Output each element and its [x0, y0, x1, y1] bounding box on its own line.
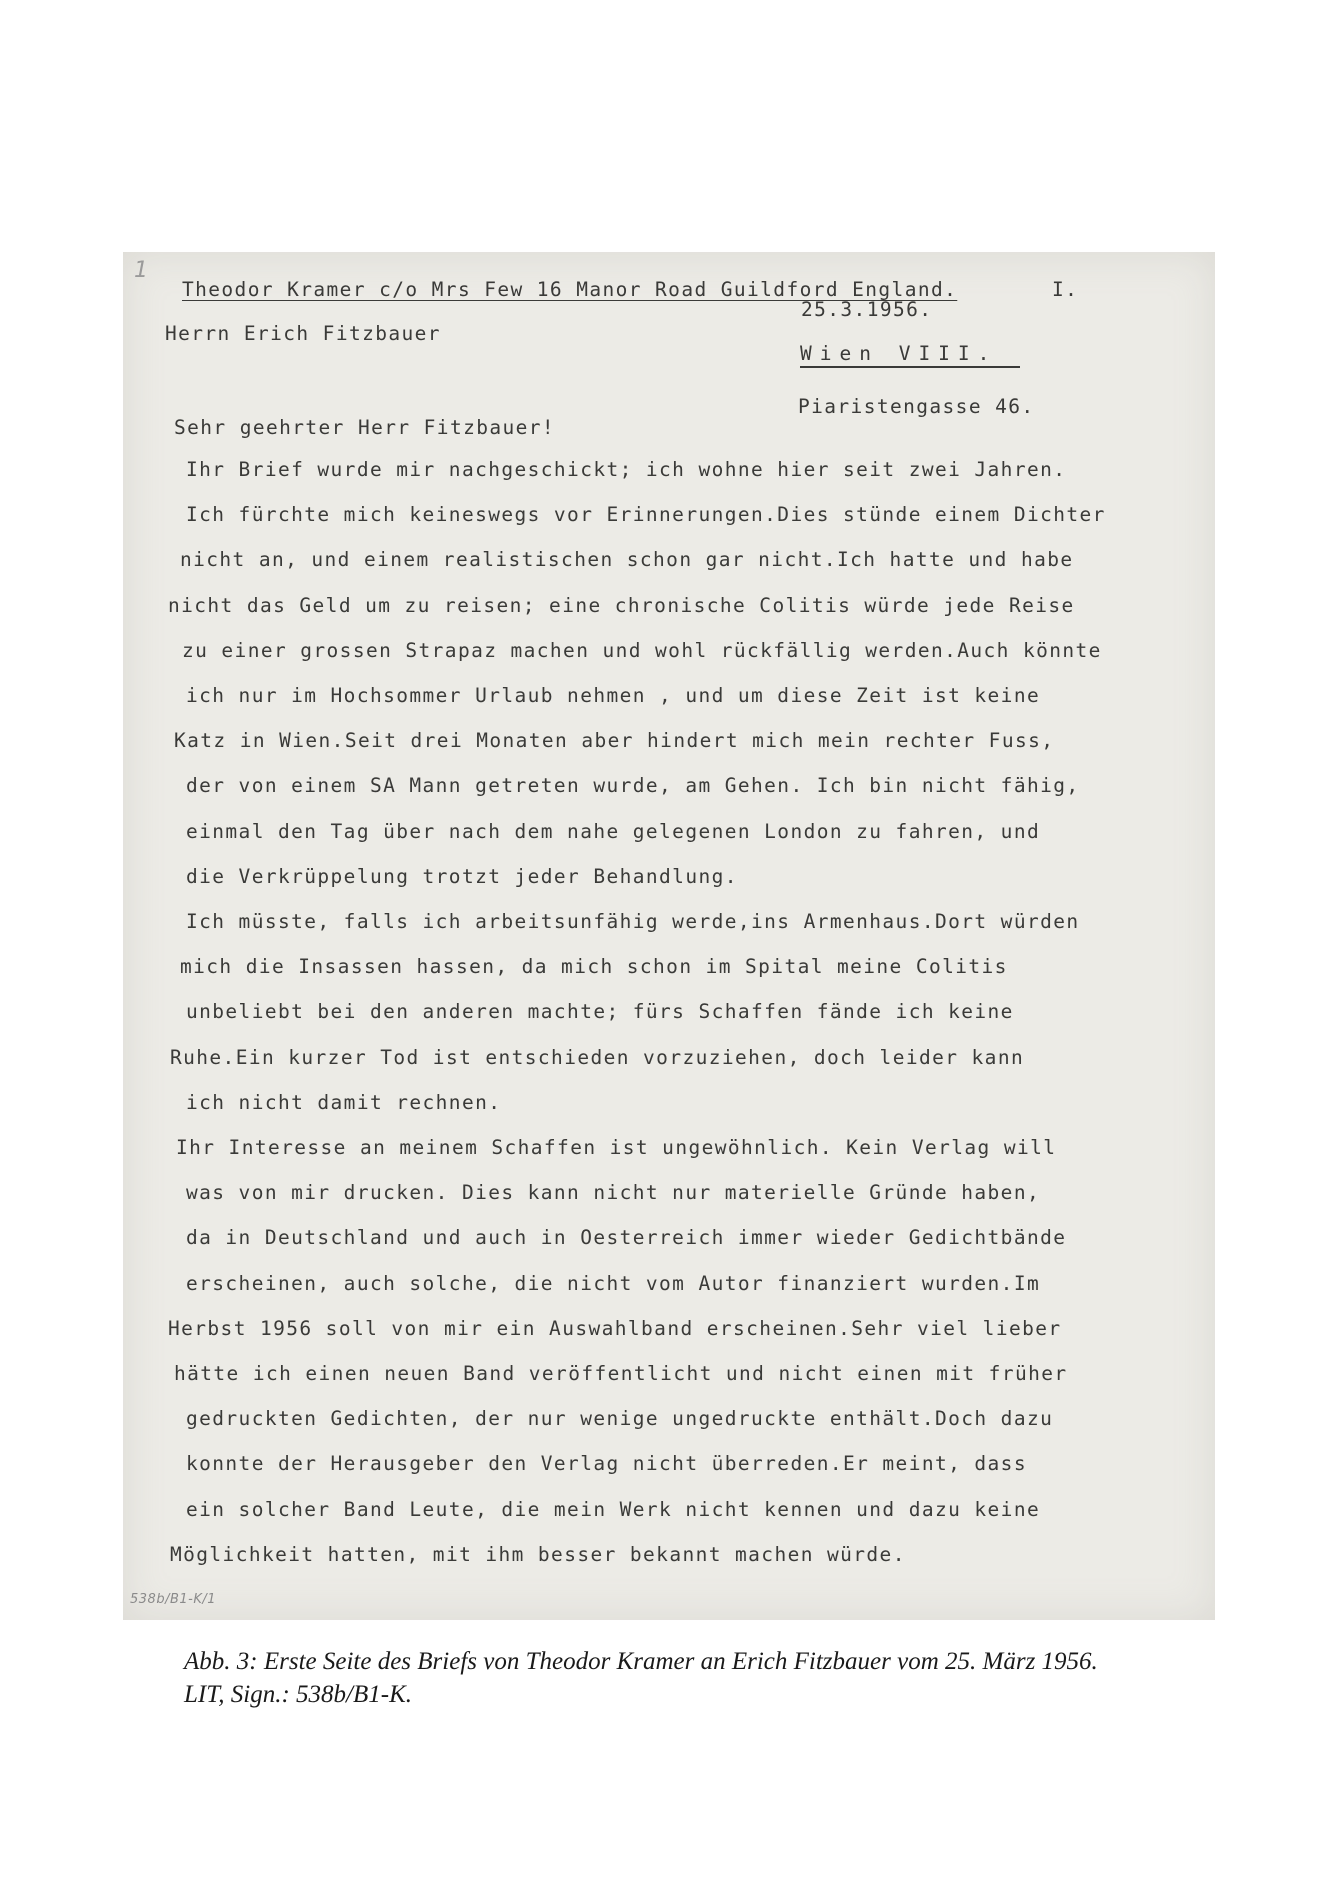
body-line: Ihr Interesse an meinem Schaffen ist ungewöhnlich. Kein Verlag will [176, 1136, 1057, 1159]
body-line: nicht an, und einem realistischen schon gar nicht.Ich hatte und habe [180, 548, 1074, 572]
caption-line-1: Abb. 3: Erste Seite des Briefs von Theodor Kramer an Erich Fitzbauer vom 25. März 1956. [184, 1648, 1098, 1675]
caption-line-2: LIT, Sign.: 538b/B1-K. [184, 1681, 413, 1708]
letter-date: 25.3.1956. [801, 298, 933, 321]
body-line: nicht das Geld um zu reisen; eine chronische Colitis würde jede Reise [168, 593, 1075, 617]
body-line: ich nicht damit rechnen. [186, 1090, 502, 1114]
body-line: da in Deutschland und auch in Oesterreich immer wieder Gedichtbände [186, 1226, 1067, 1250]
body-line: Ihr Brief wurde mir nachgeschickt; ich wohne hier seit zwei Jahren. [186, 458, 1067, 481]
body-line: Herbst 1956 soll von mir ein Auswahlband erscheinen.Sehr viel lieber [168, 1316, 1062, 1340]
body-line: Katz in Wien.Seit drei Monaten aber hindert mich mein rechter Fuss, [174, 729, 1055, 753]
margin-pencil-mark: 1 [134, 258, 148, 283]
body-line: unbeliebt bei den anderen machte; fürs Schaffen fände ich keine [186, 1000, 1014, 1024]
body-line: Ich müsste, falls ich arbeitsunfähig werde,ins Armenhaus.Dort würden [186, 910, 1080, 933]
body-line: ein solcher Band Leute, die mein Werk nicht kennen und dazu keine [186, 1497, 1041, 1521]
body-line: was von mir drucken. Dies kann nicht nur materielle Gründe haben, [186, 1181, 1041, 1205]
page-number: I. [1052, 278, 1079, 301]
body-line: die Verkrüppelung trotzt jeder Behandlung. [186, 864, 738, 888]
body-line: zu einer grossen Strapaz machen und wohl rückfällig werden.Auch könnte [182, 638, 1102, 662]
body-line: mich die Insassen hassen, da mich schon im Spital meine Colitis [180, 955, 1008, 979]
body-line: der von einem SA Mann getreten wurde, am Gehen. Ich bin nicht fähig, [186, 774, 1080, 798]
body-line: Möglichkeit hatten, mit ihm besser bekannt machen würde. [170, 1542, 906, 1566]
body-line: Ich fürchte mich keineswegs vor Erinnerungen.Dies stünde einem Dichter [186, 503, 1106, 527]
body-line: erscheinen, auch solche, die nicht vom Autor finanziert wurden.Im [186, 1271, 1041, 1295]
salutation: Sehr geehrter Herr Fitzbauer! [174, 416, 556, 439]
recipient-street: Piaristengasse 46. [798, 395, 1035, 418]
body-line: ich nur im Hochsommer Urlaub nehmen , und um diese Zeit ist keine [186, 684, 1041, 707]
figure-caption [184, 1645, 1184, 1711]
body-line: konnte der Herausgeber den Verlag nicht überreden.Er meint, dass [186, 1452, 1027, 1476]
archive-stamp: 538b/B1-K/1 [130, 1592, 217, 1607]
body-line: Ruhe.Ein kurzer Tod ist entschieden vorzuziehen, doch leider kann [170, 1045, 1025, 1069]
recipient-city: Wien VIII. [800, 342, 1020, 368]
recipient-name: Herrn Erich Fitzbauer [165, 322, 441, 345]
body-line: hätte ich einen neuen Band veröffentlicht und nicht einen mit früher [174, 1362, 1068, 1385]
body-line: einmal den Tag über nach dem nahe gelegenen London zu fahren, und [186, 819, 1041, 843]
sender-address: Theodor Kramer c/o Mrs Few 16 Manor Road Guildford England. [182, 278, 958, 301]
body-line: gedruckten Gedichten, der nur wenige ungedruckte enthält.Doch dazu [186, 1407, 1054, 1431]
